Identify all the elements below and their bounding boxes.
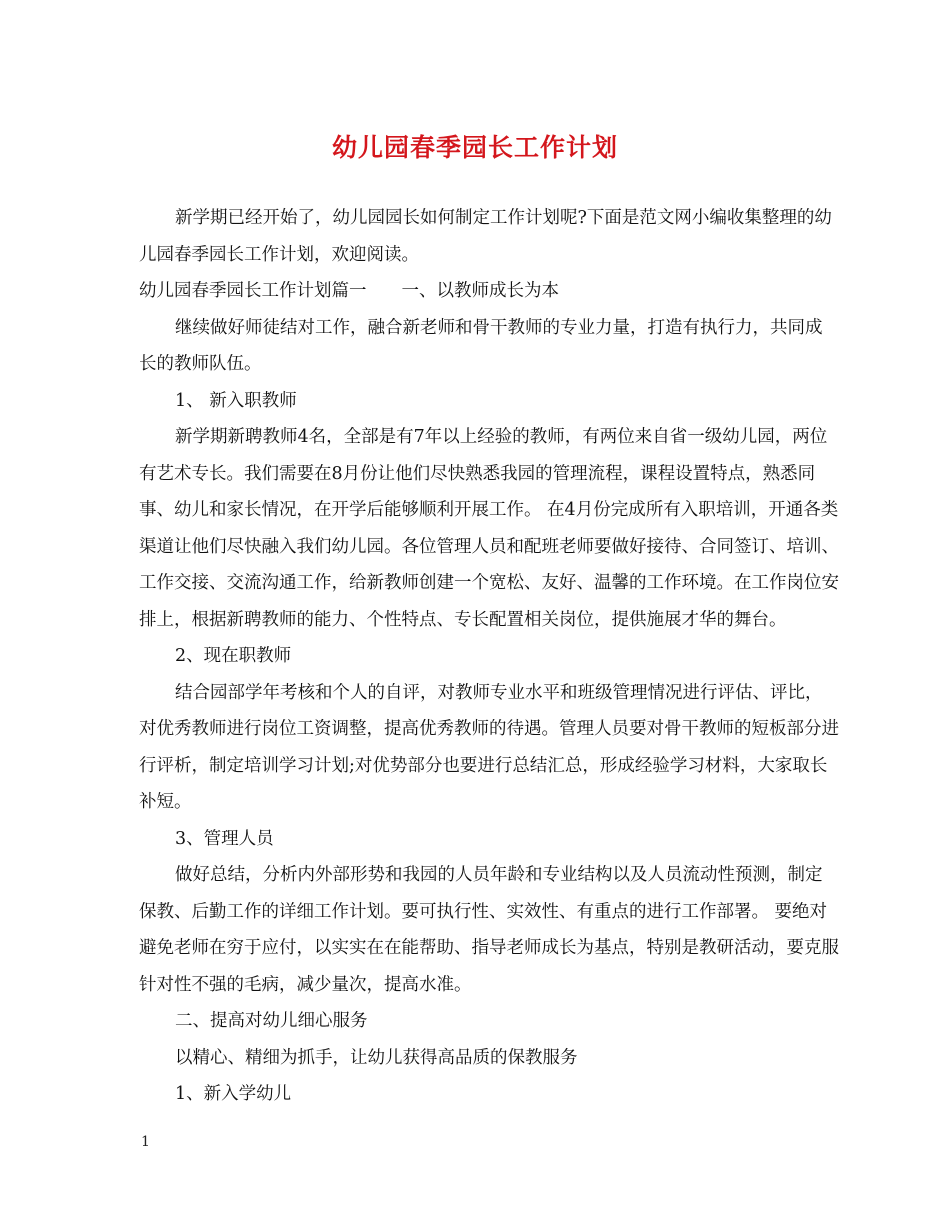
paragraph: 做好总结，分析内外部形势和我园的人员年龄和专业结构以及人员流动性预测，制定保教、后勤工作的详细工作计划。要可执行性、实效性、有重点的进行工作部署。 要绝对避免老师在穷于应付，以实实在在能帮助、指导老师成长为基点，特别是教研活动，要克服针对性不强的毛病，减少量次，提高水准。 — [139, 865, 839, 995]
document-body — [139, 200, 839, 1113]
section-heading: 1、 新入职教师 — [175, 390, 297, 411]
page-number: 1 — [141, 1134, 150, 1150]
section-heading: 2、现在职教师 — [175, 646, 292, 666]
paragraph: 继续做好师徒结对工作，融合新老师和骨干教师的专业力量，打造有执行力，共同成长的教师队伍。 — [139, 317, 823, 374]
section-heading: 二、提高对幼儿细心服务 — [175, 1011, 368, 1031]
section-heading: 3、管理人员 — [175, 828, 274, 849]
paragraph: 结合园部学年考核和个人的自评，对教师专业水平和班级管理情况进行评估、评比，对优秀教师进行岗位工资调整，提高优秀教师的待遇。管理人员要对骨干教师的短板部分进行评析，制定培训学习计划;对优势部分也要进行总结汇总，形成经验学习材料，大家取长补短。 — [139, 682, 839, 812]
paragraph: 幼儿园春季园长工作计划篇一 一、以教师成长为本 — [139, 281, 559, 301]
paragraph: 新学期已经开始了，幼儿园园长如何制定工作计划呢?下面是范文网小编收集整理的幼儿园春季园长工作计划，欢迎阅读。 — [139, 208, 832, 265]
paragraph: 新学期新聘教师4名，全部是有7年以上经验的教师，有两位来自省一级幼儿园，两位有艺术专长。我们需要在8月份让他们尽快熟悉我园的管理流程，课程设置特点，熟悉同事、幼儿和家长情况，在开学后能够顺利开展工作。 在4月份完成所有入职培训，开通各类渠道让他们尽快融入我们幼儿园。各位管理人员和配班老师要做好接待、合同签订、培训、工作交接、交流沟通工作，给新教师创建一个宽松、友好、温馨的工作环境。在工作岗位安排上，根据新聘教师的能力、个性特点、专长配置相关岗位，提供施展才华的舞台。 — [139, 427, 839, 630]
paragraph: 以精心、精细为抓手，让幼儿获得高品质的保教服务 — [175, 1047, 578, 1068]
document-title: 幼儿园春季园长工作计划 — [331, 133, 618, 162]
section-heading: 1、新入学幼儿 — [175, 1084, 292, 1104]
